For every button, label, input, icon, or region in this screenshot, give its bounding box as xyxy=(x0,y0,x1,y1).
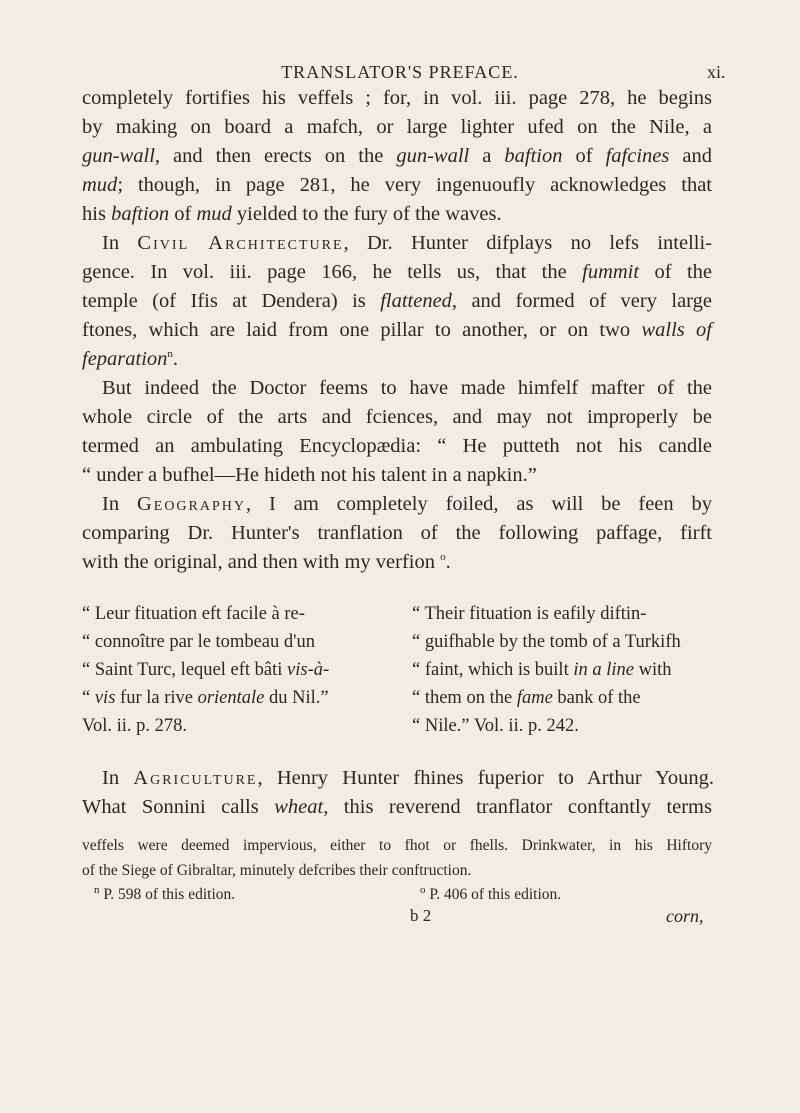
text-line: “ under a bufhel—He hideth not his talent in a napkin.” xyxy=(82,464,537,486)
text-line: mud; though, in page 281, he very ingenuoufly acknowledges that xyxy=(82,174,712,196)
footnote-ref: n xyxy=(167,348,173,361)
text-line: comparing Dr. Hunter's tranflation of the following paffage, firft xyxy=(82,522,712,544)
catchword: corn, xyxy=(666,906,704,926)
footnote-n: $^n$ P. 598 of this edition. xyxy=(94,883,236,903)
text-line: gence. In vol. iii. page 166, he tells us, that the fummit of the xyxy=(82,261,712,283)
footnote-line: of the Siege of Gibraltar, minutely defcribes their conftruction. xyxy=(82,862,472,879)
quote-original-french: “ Leur fituation eft facile à re- “ connoître par le tombeau d'un “ Saint Turc, lequel eft bâti vis-à- “ vis fur la rive orientale du Nil.” Vol. ii. p. 278. xyxy=(82,604,330,736)
text-line: In Geography, I am completely foiled, as will be feen by xyxy=(102,493,713,515)
text-line: In Civil Architecture, Dr. Hunter difplays no lefs intelli- xyxy=(102,232,712,254)
italic-term: gun-wall xyxy=(82,145,155,167)
text-line: But indeed the Doctor feems to have made himfelf mafter of the xyxy=(102,377,712,399)
text-line: gun-wall, and then erects on the gun-wall a baftion of fafcines and xyxy=(82,145,712,167)
text-line: ftones, which are laid from one pillar to another, or on two walls of xyxy=(82,319,712,341)
text-line: In Agriculture, Henry Hunter fhines fuperior to Arthur Young. xyxy=(102,767,714,789)
text-line: termed an ambulating Encyclopædia: “ He putteth not his candle xyxy=(82,435,712,457)
text-line: whole circle of the arts and fciences, and may not improperly be xyxy=(82,406,712,428)
page-number: xi. xyxy=(707,62,726,82)
signature-mark: b 2 xyxy=(410,906,432,925)
text-line: feparation$^n$. xyxy=(82,348,179,370)
text-line: by making on board a mafch, or large lighter ufed on the Nile, a xyxy=(82,116,712,138)
text-line: What Sonnini calls wheat, this reverend tranflator conftantly terms xyxy=(82,796,712,818)
text-line: with the original, and then with my verfion $^o$. xyxy=(82,551,451,573)
running-header: TRANSLATOR'S PREFACE. xyxy=(281,62,519,82)
text-line: his baftion of mud yielded to the fury of the waves. xyxy=(82,203,502,225)
section-term: Agriculture xyxy=(133,767,258,789)
footnote-ref: o xyxy=(440,551,446,564)
text-line: completely fortifies his veffels ; for, in vol. iii. page 278, he begins xyxy=(82,87,712,109)
footnote-line: veffels were deemed impervious, either to fhot or fhells. Drinkwater, in his Hiftory xyxy=(82,837,712,854)
footnote-o: $^o$ P. 406 of this edition. xyxy=(420,883,562,903)
section-term: Civil Architecture xyxy=(137,232,344,254)
text-line: temple (of Ifis at Dendera) is flattened, and formed of very large xyxy=(82,290,712,312)
quote-hunter-translation: “ Their fituation is eafily diftin- “ guifhable by the tomb of a Turkifh “ faint, which is built in a line with “ them on the fame bank of the “ Nile.” Vol. ii. p. 242. xyxy=(412,604,681,736)
section-term: Geography xyxy=(136,493,247,515)
